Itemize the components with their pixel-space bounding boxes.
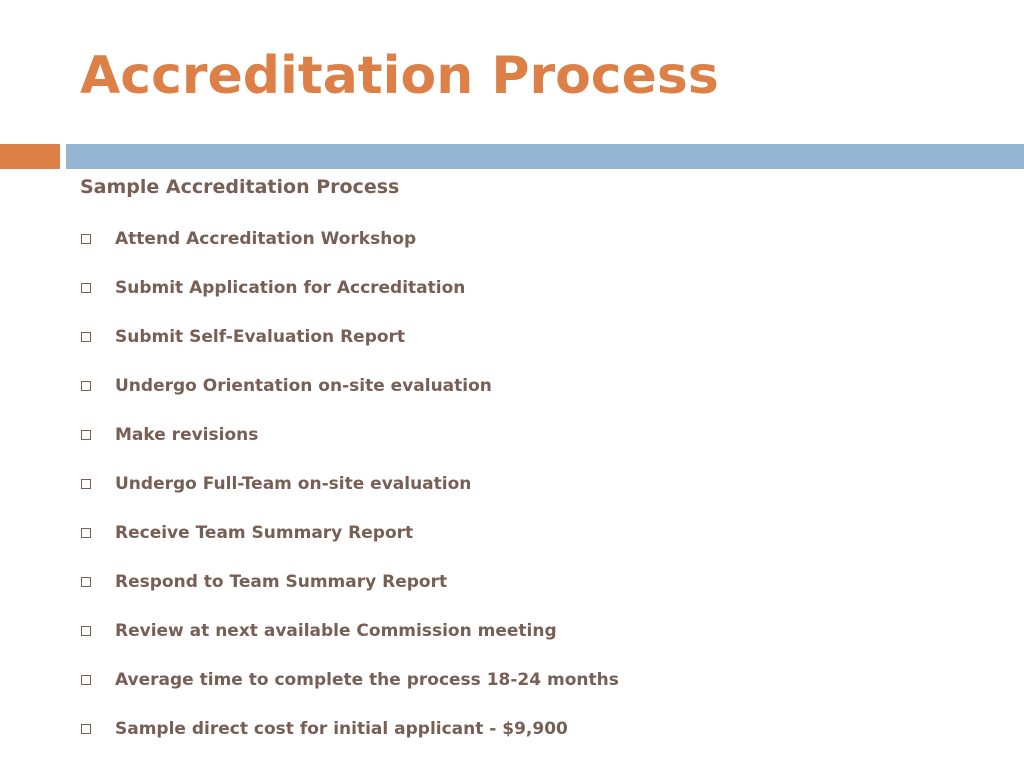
bullet-text: Receive Team Summary Report (115, 522, 414, 543)
bullet-item (80, 714, 619, 763)
bullet-item (80, 371, 619, 420)
square-bullet-icon (81, 430, 91, 440)
accent-bar-blue (66, 144, 1024, 169)
slide-title: Accreditation Process (80, 46, 719, 106)
square-bullet-icon (81, 528, 91, 538)
square-bullet-icon (81, 724, 91, 734)
bullet-text: Sample direct cost for initial applicant - $9,900 (115, 718, 568, 739)
square-bullet-icon (81, 381, 91, 391)
bullet-item (80, 420, 619, 469)
bullet-list (80, 224, 619, 763)
square-bullet-icon (81, 577, 91, 587)
bullet-item (80, 273, 619, 322)
square-bullet-icon (81, 332, 91, 342)
bullet-item (80, 224, 619, 273)
bullet-text: Review at next available Commission meeting (115, 620, 557, 641)
bullet-item (80, 518, 619, 567)
square-bullet-icon (81, 626, 91, 636)
bullet-text: Undergo Orientation on-site evaluation (115, 375, 492, 396)
bullet-item (80, 616, 619, 665)
bullet-text: Submit Self-Evaluation Report (115, 326, 406, 347)
square-bullet-icon (81, 675, 91, 685)
square-bullet-icon (81, 283, 91, 293)
bullet-text: Respond to Team Summary Report (115, 571, 448, 592)
bullet-item (80, 322, 619, 371)
bullet-item (80, 567, 619, 616)
bullet-text: Submit Application for Accreditation (115, 277, 466, 298)
bullet-item (80, 665, 619, 714)
square-bullet-icon (81, 234, 91, 244)
bullet-text: Average time to complete the process 18-24 months (115, 669, 619, 690)
square-bullet-icon (81, 479, 91, 489)
bullet-text: Undergo Full-Team on-site evaluation (115, 473, 472, 494)
bullet-item (80, 469, 619, 518)
bullet-text: Make revisions (115, 424, 259, 445)
slide-subheading: Sample Accreditation Process (80, 176, 400, 198)
accent-bar-orange (0, 144, 60, 169)
bullet-text: Attend Accreditation Workshop (115, 228, 417, 249)
